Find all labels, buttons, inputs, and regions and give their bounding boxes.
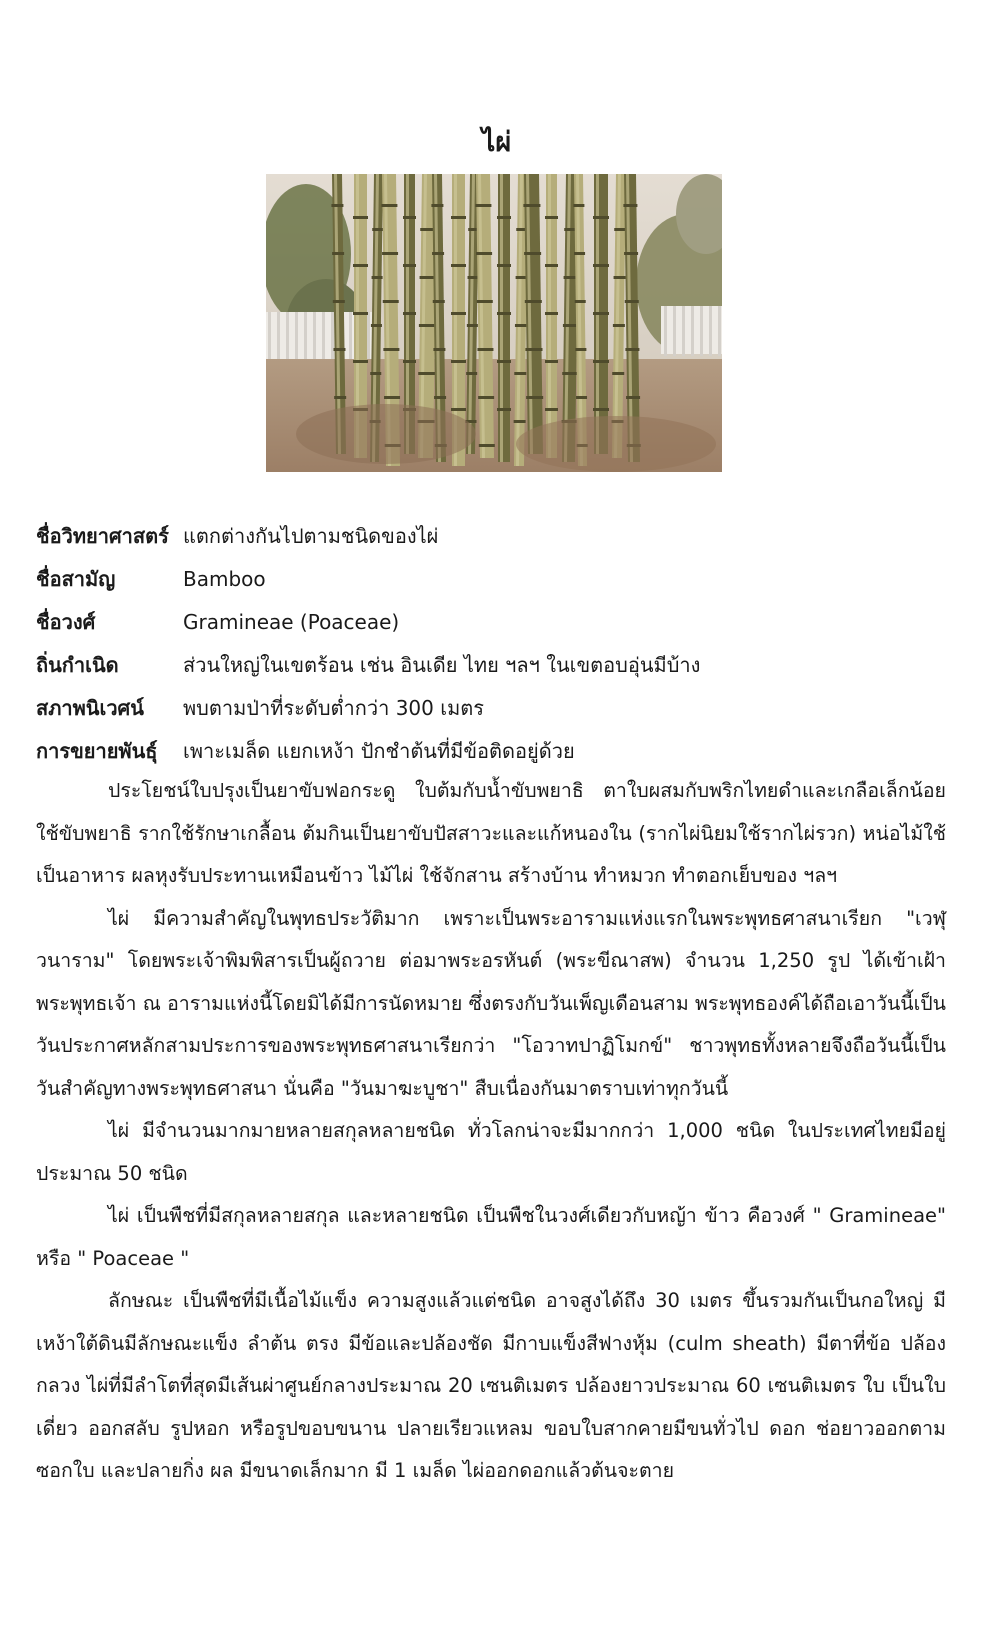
culm-node	[575, 300, 586, 303]
culm-node	[524, 252, 541, 255]
paragraph-buddhist-history: ไผ่ มีความสำคัญในพุทธประวัติมาก เพราะเป็นพระอารามแห่งแรกในพระพุทธศาสนาเรียก "เวฬุวนาราม" โดยพระเจ้าพิมพิสารเป็นผู้ถวาย ต่อมาพระอรหันต์ (พระขีณาสพ) จำนวน 1,250 รูป ได้เข้าเฝ้าพระพุทธเจ้า ณ อารามแห่งนี้โดยมิได้มีการนัดหมาย ซึ่งตรงกับวันเพ็ญเดือนสาม พระพุทธองค์ได้ถือเอาวันนี้เป็นวันประกาศหลักสามประการของพระพุทธศาสนาเรียกว่า "โอวาทปาฏิโมกข์" ชาวพุทธทั้งหลายจึงถือวันนี้เป็นวันสำคัญทางพระพุทธศาสนา นั่นคือ "วันมาฆะบูชา" สืบเนื่องกันมาตราบเท่าทุกวันนี้	[36, 906, 946, 1100]
culm-node	[451, 216, 466, 219]
culm-node	[372, 276, 383, 279]
culm-node	[432, 252, 444, 255]
info-label: ชื่อวิทยาศาสตร์	[36, 523, 169, 548]
fence-post	[331, 312, 334, 362]
paragraph-family: ไผ่ เป็นพืชที่มีสกุลหลายสกุล และหลายชนิด เป็นพืชในวงศ์เดียวกับหญ้า ข้าว คือวงศ์ " Gramineae" หรือ " Poaceae "	[36, 1204, 946, 1270]
fence-post	[268, 312, 271, 362]
info-label: ถิ่นกำเนิด	[36, 652, 119, 677]
culm-node	[383, 348, 399, 351]
culm-node	[477, 348, 493, 351]
culm-node	[477, 300, 493, 303]
culm-node	[451, 408, 466, 411]
body-text	[36, 770, 946, 1493]
paragraph-species-count: ไผ่ มีจำนวนมากมายหลายสกุลหลายชนิด ทั่วโลกน่าจะมีมากกว่า 1,000 ชนิด ในประเทศไทยมีอยู่ประมาณ 50 ชนิด	[36, 1119, 946, 1185]
culm-node	[451, 264, 466, 267]
culm-node	[475, 204, 491, 207]
culm-node	[466, 372, 477, 375]
culm-node	[593, 360, 609, 363]
info-label: สภาพนิเวศน์	[36, 695, 144, 720]
culm-node	[515, 324, 527, 327]
info-row-scientific-name	[36, 514, 956, 557]
bamboo-culm	[593, 174, 609, 454]
info-row-origin	[36, 643, 956, 686]
culm-node	[334, 396, 346, 399]
culm-node	[562, 372, 577, 375]
fence-post	[709, 306, 712, 356]
culm-node	[614, 228, 626, 231]
culm-node	[332, 252, 344, 255]
culm-node	[514, 372, 526, 375]
culm-node	[497, 408, 511, 411]
culm-node	[593, 312, 609, 315]
culm-node	[333, 348, 345, 351]
culm-node	[514, 420, 526, 423]
culm-node	[497, 360, 511, 363]
info-value: ส่วนใหญ่ในเขตร้อน เช่น อินเดีย ไทย ฯลฯ ในเขตอบอุ่นมีบ้าง	[183, 652, 701, 677]
culm-node	[353, 312, 368, 315]
culm-node	[419, 324, 436, 327]
info-value: Bamboo	[183, 566, 266, 591]
culm-node	[614, 276, 626, 279]
info-value: แตกต่างกันไปตามชนิดของไผ่	[183, 523, 439, 548]
culm-node	[575, 348, 586, 351]
culm-node	[353, 264, 368, 267]
culm-node	[451, 312, 466, 315]
fence-post	[286, 312, 289, 362]
culm-node	[353, 216, 368, 219]
info-label: ชื่อวงศ์	[36, 609, 96, 634]
culm-node	[372, 228, 383, 231]
culm-node	[353, 360, 368, 363]
culm-node	[525, 300, 542, 303]
culm-node	[468, 276, 479, 279]
paragraph-characteristics: ลักษณะ เป็นพืชที่มีเนื้อไม้แข็ง ความสูงแล้วแต่ชนิด อาจสูงได้ถึง 30 เมตร ขึ้นรวมกันเป็นกอใหญ่ มีเหง้าใต้ดินมีลักษณะแข็ง ลำต้น ตรง มีข้อและปล้องชัด มีกาบแข็งสีฟางหุ้ม (culm sheath) มีตาที่ข้อ ปล้องกลวง ไผ่ที่มีลำโตที่สุดมีเส้นผ่าศูนย์กลางประมาณ 20 เซนติเมตร ปล้องยาวประมาณ 60 เซนติเมตร ใบ เป็นใบเดี่ยว ออกสลับ รูปหอก หรือรูปขอบขนาน ปลายเรียวแหลม ขอบใบสากคายมีขนทั่วไป ดอก ช่อยาวออกตามซอกใบ และปลายกิ่ง ผล มีขนาดเล็กมาก มี 1 เมล็ด ไผ่ออกดอกแล้วต้นจะตาย	[36, 1289, 946, 1482]
bamboo-culm	[497, 174, 511, 462]
culm-node	[403, 216, 416, 219]
bamboo-photo-drawing	[266, 174, 722, 472]
info-label: การขยายพันธุ์	[36, 738, 158, 763]
culm-node	[545, 264, 558, 267]
culm-node	[403, 312, 416, 315]
fence-post	[313, 312, 316, 362]
fence-post	[349, 312, 352, 362]
culm-node	[545, 312, 558, 315]
culm-node	[333, 300, 345, 303]
fence-post	[277, 312, 280, 362]
culm-node	[625, 300, 639, 303]
fence-post	[673, 306, 676, 356]
bamboo-photo	[266, 174, 722, 472]
culm-node	[626, 396, 640, 399]
info-row-common-name	[36, 557, 956, 600]
culm-node	[451, 360, 466, 363]
page-title: ไผ่	[481, 127, 512, 158]
culm-node	[523, 204, 540, 207]
culm-node	[382, 252, 398, 255]
info-row-habitat	[36, 686, 956, 729]
culm-node	[476, 252, 492, 255]
culm-node	[623, 204, 637, 207]
culm-node	[574, 252, 585, 255]
bamboo-culm	[545, 174, 558, 458]
culm-node	[545, 216, 558, 219]
culm-node	[403, 360, 416, 363]
culm-node	[593, 264, 609, 267]
culm-node	[478, 396, 494, 399]
culm-node	[593, 216, 609, 219]
culm-node	[613, 324, 625, 327]
info-value: เพาะเมล็ด แยกเหง้า ปักชำต้นที่มีข้อติดอยู่ด้วย	[183, 738, 575, 763]
culm-node	[624, 252, 638, 255]
culm-node	[593, 408, 609, 411]
info-row-propagation	[36, 729, 956, 772]
culm-node	[433, 300, 445, 303]
culm-node	[497, 216, 511, 219]
culm-node	[370, 372, 381, 375]
culm-node	[479, 444, 495, 447]
culm-node	[431, 204, 443, 207]
fence-post	[295, 312, 298, 362]
fence-post	[664, 306, 667, 356]
culm-node	[371, 324, 382, 327]
culm-node	[434, 396, 446, 399]
culm-node	[563, 324, 578, 327]
info-label: ชื่อสามัญ	[36, 566, 116, 591]
culm-node	[612, 372, 624, 375]
fence-post	[367, 312, 370, 362]
paragraph-uses: ประโยชน์ใบปรุงเป็นยาขับฟอกระดู ใบต้มกับน้ำขับพยาธิ ตาใบผสมกับพริกไทยดำและเกลือเล็กน้อย ใช้ขับพยาธิ รากใช้รักษาเกลื้อน ต้มกินเป็นยาขับปัสสาวะและแก้หนองใน (รากไผ่นิยมใช้รากไผ่รวก) หน่อไม้ใช้เป็นอาหาร ผลหุงรับประทานเหมือนข้าว ไม้ไผ่ ใช้จักสาน สร้างบ้าน ทำหมวก ทำตอกเย็บของ ฯลฯ	[36, 779, 946, 887]
fence-post	[700, 306, 703, 356]
info-table	[36, 514, 956, 772]
culm-node	[545, 408, 558, 411]
fence-post	[682, 306, 685, 356]
info-value: Gramineae (Poaceae)	[183, 609, 400, 634]
culm-node	[576, 396, 587, 399]
culm-node	[545, 360, 558, 363]
fence-post	[304, 312, 307, 362]
culm-node	[525, 348, 542, 351]
culm-node	[381, 204, 397, 207]
info-row-family	[36, 600, 956, 643]
culm-node	[526, 396, 543, 399]
culm-node	[467, 324, 478, 327]
fence-post	[718, 306, 721, 356]
culm-node	[383, 300, 399, 303]
culm-node	[418, 372, 435, 375]
culm-node	[573, 204, 584, 207]
culm-node	[497, 312, 511, 315]
culm-node	[331, 204, 343, 207]
culm-node	[497, 264, 511, 267]
fence-post	[322, 312, 325, 362]
culm-node	[625, 348, 639, 351]
culm-node	[433, 348, 445, 351]
fence-post	[691, 306, 694, 356]
info-value: พบตามป่าที่ระดับต่ำกว่า 300 เมตร	[183, 695, 484, 720]
culm-node	[384, 396, 400, 399]
culm-node	[403, 264, 416, 267]
